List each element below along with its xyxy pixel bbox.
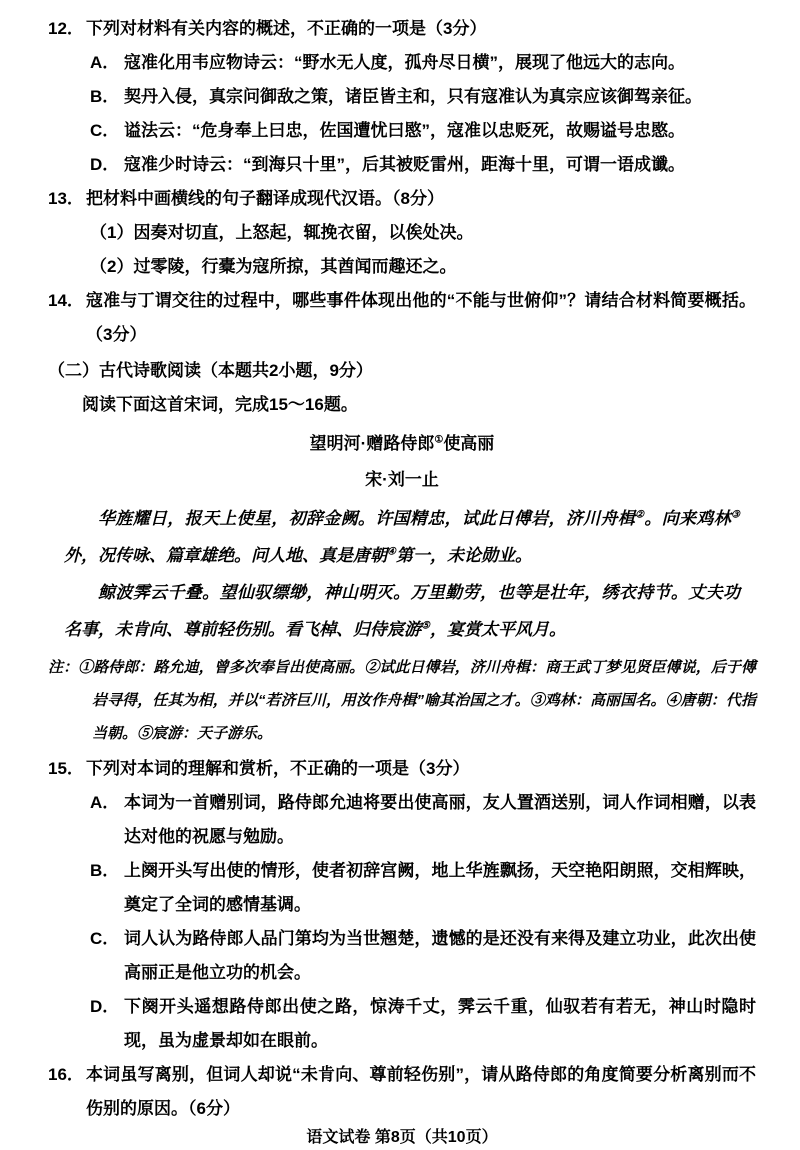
option-label-d: D． [90, 155, 120, 174]
question-13-item-2: （2）过零陵，行橐为寇所掠，其酋闻而趣还之。 [90, 257, 457, 276]
option-row [90, 148, 756, 182]
question-14-number: 14． [48, 291, 84, 310]
option-label-c: C． [90, 929, 120, 948]
option-row [90, 990, 756, 1058]
question-13-number: 13． [48, 189, 84, 208]
option-row [90, 854, 756, 922]
section-2-intro: 阅读下面这首宋词，完成15～16题。 [82, 395, 358, 414]
question-12 [48, 12, 756, 46]
question-14 [48, 284, 756, 352]
option-row [90, 114, 756, 148]
question-12-options [90, 46, 756, 182]
poem-stanza-2: 鲸波霁云千叠。望仙驭缥缈，神山明灭。万里勤劳，也等是壮年，绣衣持节。丈夫功名事，未肯向、尊前轻伤别。看飞棹、归侍宸游⑤，宴赏太平风月。 [64, 583, 740, 639]
poem-notes: 注：①路侍郎：路允迪，曾多次奉旨出使高丽。②试此日傅岩，济川舟楫：商王武丁梦见贤臣傅说，后于傅岩寻得，任其为相，并以“若济巨川，用汝作舟楫”喻其治国之才。③鸡林：高丽国名。④唐朝：代指当朝。⑤宸游：天子游乐。 [48, 659, 756, 742]
section-2-header: （二）古代诗歌阅读（本题共2小题，9分） [48, 361, 373, 380]
option-text-c: 谥法云：“危身奉上曰忠，佐国遭忧曰愍”，寇准以忠贬死，故赐谥号忠愍。 [124, 121, 685, 140]
option-label-b: B． [90, 861, 120, 880]
poem-author: 宋·刘一止 [365, 470, 439, 489]
option-text-d: 下阕开头遥想路侍郎出使之路，惊涛千丈，霁云千重，仙驭若有若无，神山时隐时现，虽为虚景却如在眼前。 [124, 997, 756, 1050]
poem-stanza-1: 华旌耀日，报天上使星，初辞金阙。许国精忠，试此日傅岩，济川舟楫②。向来鸡林③外，况传咏、篇章雄绝。问人地、真是唐朝④第一，未论勋业。 [64, 509, 741, 565]
option-text-b: 契丹入侵，真宗问御敌之策，诸臣皆主和，只有寇准认为真宗应该御驾亲征。 [124, 87, 702, 106]
question-14-stem: 寇准与丁谓交往的过程中，哪些事件体现出他的“不能与世俯仰”？请结合材料简要概括。（3分） [86, 291, 756, 344]
question-13-item-1: （1）因奏对切直，上怒起，辄挽衣留，以俟处决。 [90, 223, 474, 242]
page-footer: 语文试卷 第8页（共10页） [306, 1129, 498, 1146]
option-row [90, 46, 756, 80]
option-row [90, 922, 756, 990]
question-13 [48, 182, 756, 216]
poem-title: 望明河·赠路侍郎①使高丽 [309, 434, 495, 453]
question-16 [48, 1058, 756, 1126]
option-text-a: 寇准化用韦应物诗云：“野水无人度，孤舟尽日横”，展现了他远大的志向。 [124, 53, 685, 72]
option-label-a: A． [90, 53, 120, 72]
question-15 [48, 752, 756, 786]
question-16-number: 16． [48, 1065, 84, 1084]
option-label-c: C． [90, 121, 120, 140]
question-12-stem: 下列对材料有关内容的概述，不正确的一项是（3分） [86, 19, 487, 38]
option-label-a: A． [90, 793, 120, 812]
question-12-number: 12． [48, 19, 84, 38]
option-row [90, 786, 756, 854]
question-13-stem: 把材料中画横线的句子翻译成现代汉语。（8分） [86, 189, 444, 208]
option-label-d: D． [90, 997, 120, 1016]
question-15-stem: 下列对本词的理解和赏析，不正确的一项是（3分） [86, 759, 470, 778]
option-text-c: 词人认为路侍郎人品门第均为当世翘楚，遗憾的是还没有来得及建立功业，此次出使高丽正是他立功的机会。 [124, 929, 756, 982]
question-16-stem: 本词虽写离别，但词人却说“未肯向、尊前轻伤别”，请从路侍郎的角度简要分析离别而不伤别的原因。（6分） [86, 1065, 756, 1118]
option-row [90, 80, 756, 114]
option-text-b: 上阕开头写出使的情形，使者初辞宫阙，地上华旌飘扬，天空艳阳朗照，交相辉映，奠定了全词的感情基调。 [124, 861, 756, 914]
option-text-d: 寇准少时诗云：“到海只十里”，后其被贬雷州，距海十里，可谓一语成谶。 [124, 155, 685, 174]
question-15-number: 15． [48, 759, 84, 778]
option-label-b: B． [90, 87, 120, 106]
question-15-options [90, 786, 756, 1058]
option-text-a: 本词为一首赠别词，路侍郎允迪将要出使高丽，友人置酒送别，词人作词相赠，以表达对他的祝愿与勉励。 [124, 793, 756, 846]
